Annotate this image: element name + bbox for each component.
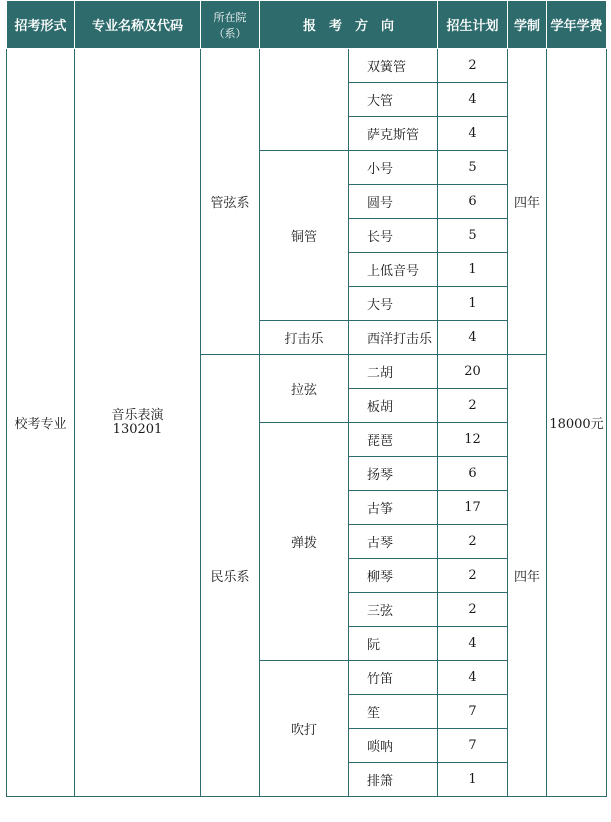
header-major: 专业名称及代码 xyxy=(75,1,201,49)
direction-cell: 小号 xyxy=(349,151,438,185)
direction-cell: 古筝 xyxy=(349,491,438,525)
direction-cell: 长号 xyxy=(349,219,438,253)
direction-cell: 上低音号 xyxy=(349,253,438,287)
direction-cell: 古琴 xyxy=(349,525,438,559)
plan-cell: 6 xyxy=(438,185,508,219)
category-cell: 打击乐 xyxy=(260,321,349,355)
plan-cell: 7 xyxy=(438,729,508,763)
exam-type-cell: 校考专业 xyxy=(7,49,75,797)
enrollment-table xyxy=(6,0,607,797)
plan-cell: 4 xyxy=(438,321,508,355)
direction-cell: 大管 xyxy=(349,83,438,117)
plan-cell: 7 xyxy=(438,695,508,729)
duration-cell: 四年 xyxy=(508,355,547,797)
direction-cell: 圆号 xyxy=(349,185,438,219)
plan-cell: 2 xyxy=(438,49,508,83)
table-body xyxy=(7,49,607,797)
department-cell: 民乐系 xyxy=(201,355,260,797)
header-plan: 招生计划 xyxy=(438,1,508,49)
major-code: 130201 xyxy=(112,421,163,437)
direction-cell: 扬琴 xyxy=(349,457,438,491)
direction-cell: 双簧管 xyxy=(349,49,438,83)
plan-cell: 5 xyxy=(438,219,508,253)
category-cell: 吹打 xyxy=(260,661,349,797)
direction-cell: 三弦 xyxy=(349,593,438,627)
direction-cell: 西洋打击乐 xyxy=(349,321,438,355)
major-cell xyxy=(75,49,201,797)
direction-cell: 阮 xyxy=(349,627,438,661)
table-row xyxy=(7,49,607,83)
plan-cell: 4 xyxy=(438,83,508,117)
header-exam-type: 招考形式 xyxy=(7,1,75,49)
fee-cell: 18000元 xyxy=(547,49,607,797)
duration-cell: 四年 xyxy=(508,49,547,355)
header-direction: 报 考 方 向 xyxy=(260,1,438,49)
plan-cell: 4 xyxy=(438,117,508,151)
plan-cell: 5 xyxy=(438,151,508,185)
header-department: 所在院（系） xyxy=(201,1,260,49)
category-cell: 拉弦 xyxy=(260,355,349,423)
plan-cell: 4 xyxy=(438,661,508,695)
direction-cell: 大号 xyxy=(349,287,438,321)
direction-cell: 二胡 xyxy=(349,355,438,389)
direction-cell: 板胡 xyxy=(349,389,438,423)
direction-cell: 排箫 xyxy=(349,763,438,797)
plan-cell: 1 xyxy=(438,287,508,321)
plan-cell: 1 xyxy=(438,763,508,797)
plan-cell: 17 xyxy=(438,491,508,525)
category-cell: 弹拨 xyxy=(260,423,349,661)
department-cell: 管弦系 xyxy=(201,49,260,355)
table-header xyxy=(7,1,607,49)
plan-cell: 1 xyxy=(438,253,508,287)
plan-cell: 20 xyxy=(438,355,508,389)
plan-cell: 4 xyxy=(438,627,508,661)
plan-cell: 2 xyxy=(438,593,508,627)
major-name: 音乐表演 xyxy=(111,407,164,423)
plan-cell: 2 xyxy=(438,559,508,593)
header-duration: 学制 xyxy=(508,1,547,49)
plan-cell: 2 xyxy=(438,389,508,423)
plan-cell: 6 xyxy=(438,457,508,491)
plan-cell: 2 xyxy=(438,525,508,559)
direction-cell: 唢呐 xyxy=(349,729,438,763)
direction-cell: 萨克斯管 xyxy=(349,117,438,151)
direction-cell: 柳琴 xyxy=(349,559,438,593)
enrollment-table-container xyxy=(6,0,606,797)
plan-cell: 12 xyxy=(438,423,508,457)
header-fee: 学年学费 xyxy=(547,1,607,49)
direction-cell: 笙 xyxy=(349,695,438,729)
direction-cell: 琵琶 xyxy=(349,423,438,457)
category-cell xyxy=(260,49,349,151)
category-cell: 铜管 xyxy=(260,151,349,321)
direction-cell: 竹笛 xyxy=(349,661,438,695)
